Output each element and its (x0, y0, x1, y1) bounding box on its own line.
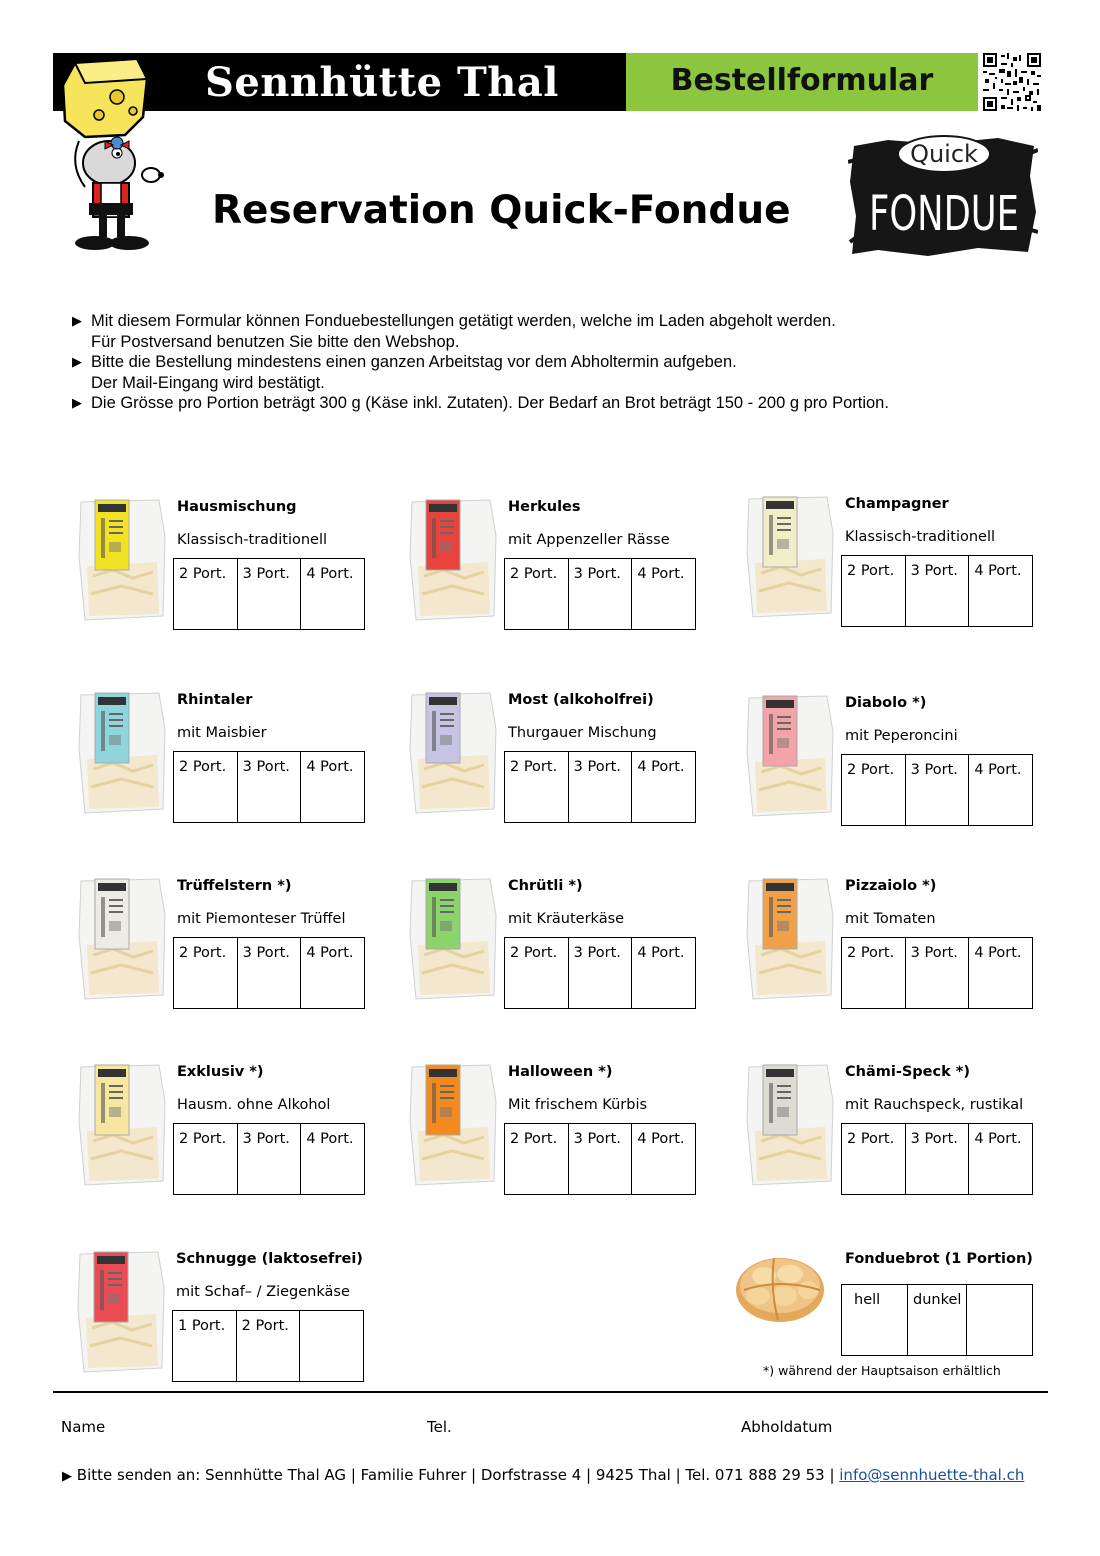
product-description: mit Piemonteser Trüffel (177, 911, 346, 927)
product-bag-image (73, 496, 173, 626)
product-bag-image (72, 1248, 172, 1378)
portion-cell[interactable]: 4 Port. (974, 945, 1022, 961)
portion-grid (173, 558, 365, 630)
portion-cell[interactable]: 4 Port. (306, 566, 354, 582)
product-name: Exklusiv *) (177, 1064, 264, 1080)
portion-cell[interactable]: 3 Port. (238, 1124, 302, 1194)
portion-cell[interactable]: 2 Port. (174, 1124, 238, 1194)
portion-cell[interactable]: 3 Port. (569, 938, 633, 1008)
logo-fondue-text: FONDUE (869, 186, 1019, 242)
product-description: mit Tomaten (845, 911, 936, 927)
product-description: Thurgauer Mischung (508, 725, 657, 741)
intro-point (72, 393, 1052, 414)
name-field-label[interactable]: Name (61, 1418, 106, 1436)
portion-cell[interactable]: 2 Port. (505, 752, 569, 822)
portion-cell[interactable]: 4 Port. (974, 762, 1022, 778)
portion-cell[interactable]: 4 Port. (637, 945, 685, 961)
product-bag-image (404, 689, 504, 819)
product-block (72, 1248, 372, 1388)
portion-cell[interactable] (300, 1311, 363, 1381)
portion-cell[interactable]: 3 Port. (906, 938, 970, 1008)
product-bag-image (404, 875, 504, 1005)
intro-line: ▶ Die Grösse pro Portion beträgt 300 g (Käse inkl. Zutaten). Der Bedarf an Brot beträgt 150 - 200 g pro Portion. (91, 394, 889, 412)
divider (53, 1391, 1048, 1393)
product-name: Diabolo *) (845, 695, 927, 711)
portion-cell[interactable]: 2 Port. (505, 559, 569, 629)
portion-cell[interactable]: 1 Port. (173, 1311, 237, 1381)
product-name: Fonduebrot (1 Portion) (845, 1251, 1033, 1267)
portion-cell[interactable]: 3 Port. (906, 556, 970, 626)
product-block (741, 493, 1041, 633)
intro-point (72, 311, 1052, 352)
brand-title: Sennhütte Thal (205, 59, 559, 106)
portion-grid (504, 937, 696, 1009)
product-name: Trüffelstern *) (177, 878, 292, 894)
portion-cell[interactable]: 3 Port. (569, 559, 633, 629)
product-bag-image (741, 692, 841, 822)
product-bag-image (73, 875, 173, 1005)
product-bag-image (404, 496, 504, 626)
product-name: Halloween *) (508, 1064, 613, 1080)
portion-cell[interactable]: 4 Port. (637, 566, 685, 582)
product-name: Champagner (845, 496, 949, 512)
portion-grid (841, 937, 1033, 1009)
quick-fondue-logo (848, 132, 1038, 260)
product-description: mit Kräuterkäse (508, 911, 625, 927)
product-block (73, 1061, 373, 1201)
intro-text (72, 311, 1052, 414)
portion-cell[interactable]: 2 Port. (842, 556, 906, 626)
portion-cell[interactable] (967, 1285, 1032, 1355)
product-description: Mit frischem Kürbis (508, 1097, 648, 1113)
portion-cell[interactable]: 4 Port. (637, 1131, 685, 1147)
portion-cell[interactable]: 4 Port. (306, 945, 354, 961)
portion-grid (504, 558, 696, 630)
product-block (404, 496, 704, 636)
portion-grid (173, 937, 365, 1009)
portion-grid (841, 754, 1033, 826)
date-field-label[interactable]: Abholdatum (741, 1418, 833, 1436)
portion-cell[interactable]: dunkel (908, 1285, 967, 1355)
portion-cell[interactable]: 3 Port. (569, 752, 633, 822)
portion-cell[interactable]: 3 Port. (569, 1124, 633, 1194)
portion-grid (173, 751, 365, 823)
send-to-line (62, 1466, 1024, 1484)
product-description: mit Peperoncini (845, 728, 958, 744)
footnote: *) während der Hauptsaison erhältlich (763, 1363, 1001, 1378)
portion-cell[interactable]: 2 Port. (237, 1311, 301, 1381)
portion-cell[interactable]: 2 Port. (174, 752, 238, 822)
product-name: Hausmischung (177, 499, 297, 515)
portion-cell[interactable]: 4 Port. (306, 1131, 354, 1147)
portion-cell[interactable]: 4 Port. (637, 759, 685, 775)
portion-grid (841, 555, 1033, 627)
portion-cell[interactable]: 3 Port. (238, 752, 302, 822)
product-name: Schnugge (laktosefrei) (176, 1251, 363, 1267)
portion-cell[interactable]: 4 Port. (306, 759, 354, 775)
product-description: mit Maisbier (177, 725, 267, 741)
portion-grid (841, 1284, 1033, 1356)
portion-grid (172, 1310, 364, 1382)
portion-grid (173, 1123, 365, 1195)
arrow-right-icon: ▶ (62, 1469, 72, 1484)
portion-cell[interactable]: 3 Port. (238, 938, 302, 1008)
product-description: mit Rauchspeck, rustikal (845, 1097, 1024, 1113)
product-bag-image (741, 493, 841, 623)
product-block (404, 875, 704, 1015)
portion-cell[interactable]: 2 Port. (505, 938, 569, 1008)
product-bag-image (741, 1061, 841, 1191)
tel-field-label[interactable]: Tel. (427, 1418, 452, 1436)
product-block (73, 496, 373, 636)
product-block (741, 1061, 1041, 1201)
portion-grid (504, 1123, 696, 1195)
product-name: Chrütli *) (508, 878, 583, 894)
page-title: Reservation Quick-Fondue (212, 188, 791, 233)
product-block (741, 875, 1041, 1015)
portion-cell[interactable]: 2 Port. (174, 559, 238, 629)
product-name: Herkules (508, 499, 581, 515)
portion-cell[interactable]: 3 Port. (238, 559, 302, 629)
portion-grid (841, 1123, 1033, 1195)
email-link[interactable]: info@sennhuette-thal.ch (839, 1466, 1025, 1484)
portion-cell[interactable]: 2 Port. (842, 1124, 906, 1194)
intro-line: ▶ Bitte die Bestellung mindestens einen ganzen Arbeitstag vor dem Abholtermin aufgeben. (91, 353, 737, 371)
portion-cell[interactable]: 2 Port. (842, 755, 906, 825)
product-description: Klassisch-traditionell (845, 529, 996, 545)
send-address: Bitte senden an: Sennhütte Thal AG | Familie Fuhrer | Dorfstrasse 4 | 9425 Thal | Tel. 071 888 29 53 | (76, 1466, 840, 1484)
product-block (741, 692, 1041, 832)
intro-line: Der Mail-Eingang wird bestätigt. (91, 373, 325, 392)
form-label: Bestellformular (670, 63, 934, 98)
portion-cell[interactable]: 4 Port. (974, 563, 1022, 579)
product-description: mit Appenzeller Rässe (508, 532, 670, 548)
qr-code-icon (982, 53, 1042, 111)
product-description: Hausm. ohne Alkohol (177, 1097, 331, 1113)
portion-cell[interactable]: 2 Port. (174, 938, 238, 1008)
product-name: Most (alkoholfrei) (508, 692, 654, 708)
portion-cell[interactable]: 4 Port. (974, 1131, 1022, 1147)
product-block (73, 875, 373, 1015)
intro-line: Für Postversand benutzen Sie bitte den Webshop. (91, 332, 460, 351)
product-block (404, 689, 704, 829)
portion-cell[interactable]: 2 Port. (505, 1124, 569, 1194)
product-description: mit Schaf– / Ziegenkäse (176, 1284, 350, 1300)
product-block (73, 689, 373, 829)
intro-line: ▶ Mit diesem Formular können Fonduebestellungen getätigt werden, welche im Laden abgeholt werden. (91, 312, 836, 330)
product-bag-image (73, 1061, 173, 1191)
portion-grid (504, 751, 696, 823)
fonduebrot-image (734, 1250, 826, 1326)
mascot-illustration (55, 55, 167, 255)
intro-point (72, 352, 1052, 393)
product-description: Klassisch-traditionell (177, 532, 328, 548)
portion-cell[interactable]: hell (842, 1285, 908, 1355)
portion-cell[interactable]: 3 Port. (906, 755, 970, 825)
portion-cell[interactable]: 3 Port. (906, 1124, 970, 1194)
logo-quick-text: Quick (910, 140, 978, 168)
product-bag-image (73, 689, 173, 819)
product-name: Chämi-Speck *) (845, 1064, 970, 1080)
product-block (404, 1061, 704, 1201)
product-bag-image (741, 875, 841, 1005)
product-name: Rhintaler (177, 692, 253, 708)
portion-cell[interactable]: 2 Port. (842, 938, 906, 1008)
product-name: Pizzaiolo *) (845, 878, 937, 894)
product-bag-image (404, 1061, 504, 1191)
